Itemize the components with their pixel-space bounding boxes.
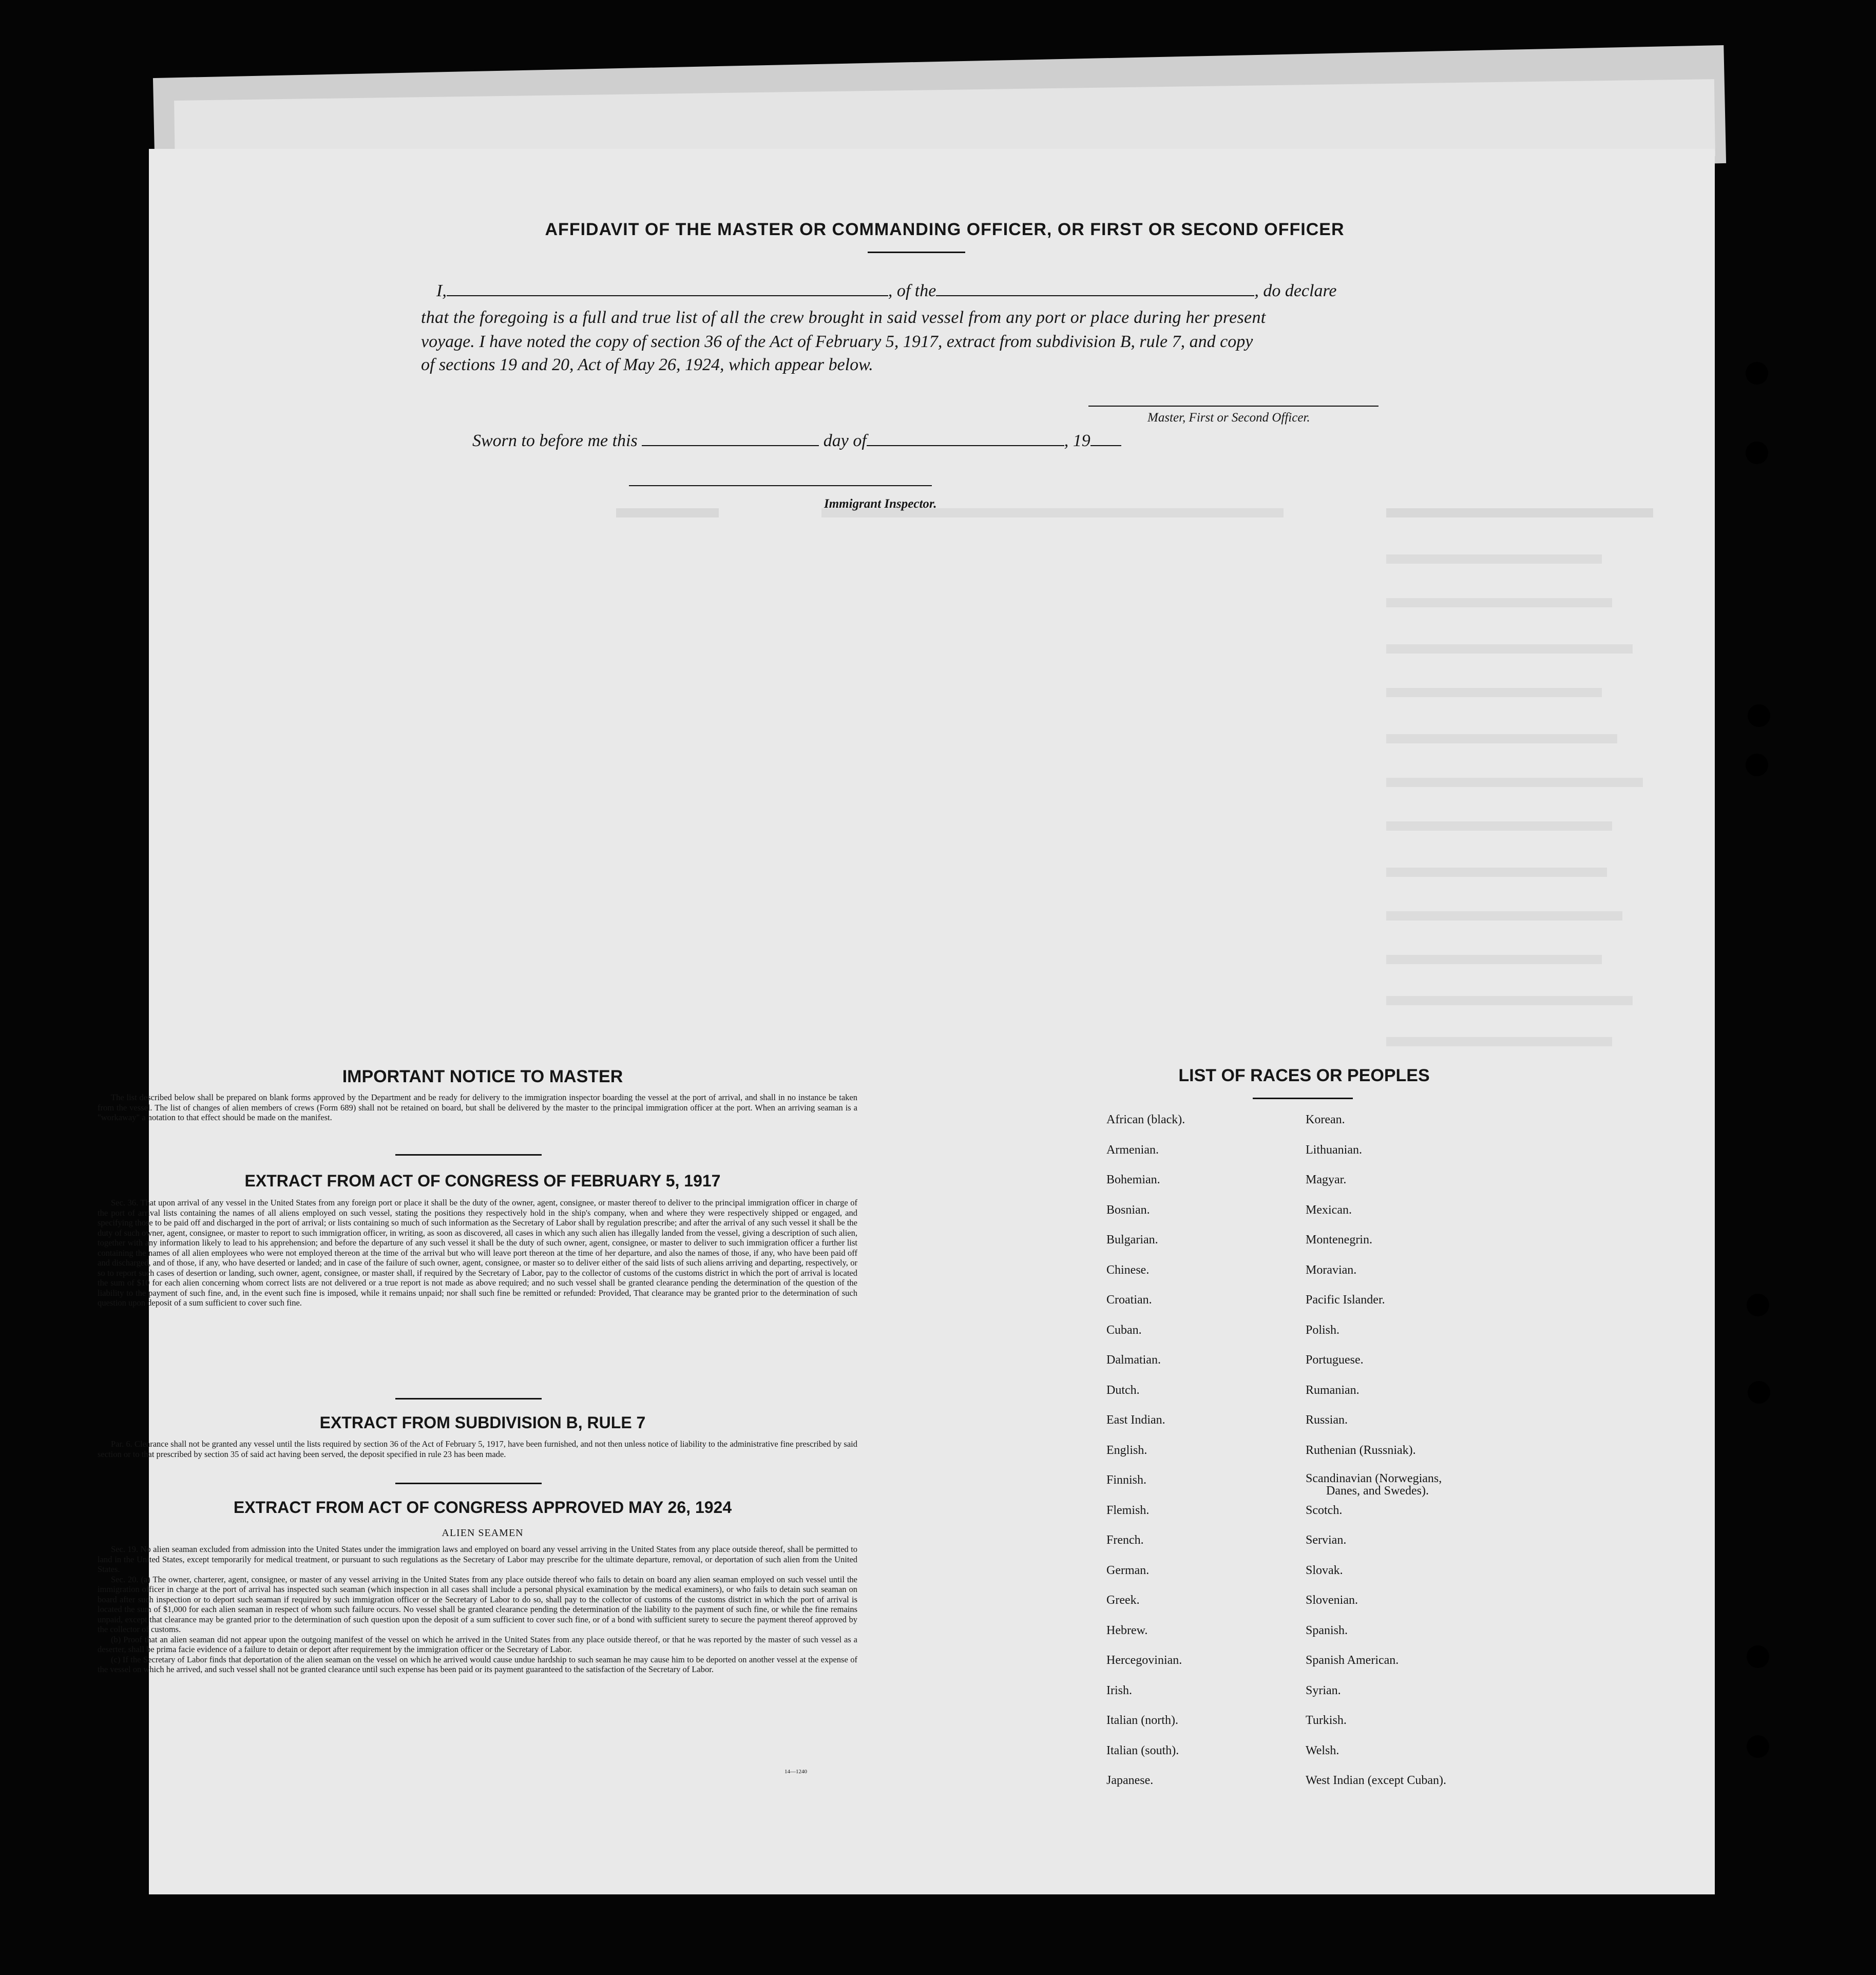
race-item: Bohemian. (1106, 1173, 1160, 1186)
race-item: Magyar. (1306, 1173, 1347, 1186)
extract-1917-title: EXTRACT FROM ACT OF CONGRESS OF FEBRUARY 5, 1917 (244, 1172, 721, 1190)
sworn-month-blank[interactable] (867, 445, 1064, 446)
race-item: English. (1106, 1443, 1147, 1457)
race-item-line: Scandinavian (Norwegians, (1306, 1472, 1442, 1485)
race-item: Japanese. (1106, 1774, 1154, 1787)
affidavit-line-4: of sections 19 and 20, Act of May 26, 1924, which appear below. (421, 355, 873, 374)
binder-hole (1748, 704, 1770, 727)
race-item: Rumanian. (1306, 1383, 1360, 1397)
extract-1917-text (98, 1198, 857, 1308)
affidavit-line-1 (421, 281, 1412, 301)
alien-seamen-subtitle: ALIEN SEAMEN (442, 1527, 524, 1539)
notice-title: IMPORTANT NOTICE TO MASTER (342, 1067, 623, 1086)
sec-20b-paragraph: (b) Proof that an alien seaman did not appear upon the outgoing manifest of the vessel on which he arrived in the United States from any place outside thereof, or that he was reported by the master of such vessel as a deserter, shall be prima facie evidence of a failure to detain or deport after requirement by the immigration officer or the Secretary of Labor. (98, 1634, 857, 1654)
affidavit-of-the: , of the (888, 281, 936, 300)
form-number: 14—1240 (784, 1769, 807, 1775)
sworn-line (472, 431, 1463, 451)
races-right-column (1306, 1112, 1446, 1803)
master-signature-line[interactable] (1088, 406, 1379, 407)
notice-paragraph: The list described below shall be prepared on blank forms approved by the Department and be ready for delivery to the immigration inspector boarding the vessel at the port of arrival, and shall in no instance be taken from the vessel. The list of changes of alien members of crews (Form 689) shall not be retained on board, but shall be delivered by the master to the principal immigration officer at the port. When an arriving seaman is a "workaway" a notation to that effect should be made on the manifest. (98, 1092, 857, 1122)
affidavit-declare: , do declare (1254, 281, 1337, 300)
divider (395, 1398, 542, 1399)
sworn-day-blank[interactable] (642, 445, 819, 446)
sworn-text: Sworn to before me this (472, 431, 638, 450)
race-item: Cuban. (1106, 1323, 1142, 1337)
race-item: Dalmatian. (1106, 1353, 1161, 1367)
extract-rule7-text (98, 1439, 857, 1459)
affidavit-title: AFFIDAVIT OF THE MASTER OR COMMANDING OFFICER, OR FIRST OR SECOND OFFICER (545, 220, 1345, 239)
race-item: Welsh. (1306, 1743, 1339, 1757)
divider (1253, 1098, 1353, 1099)
extract-1924-title: EXTRACT FROM ACT OF CONGRESS APPROVED MAY 26, 1924 (233, 1498, 732, 1517)
inspector-signature-line[interactable] (629, 485, 932, 486)
race-item: Dutch. (1106, 1383, 1140, 1397)
race-item: Spanish. (1306, 1623, 1348, 1637)
race-item: Slovak. (1306, 1563, 1343, 1577)
race-item: African (black). (1106, 1113, 1185, 1126)
year-text: , 19 (1064, 431, 1090, 450)
races-left-column (1106, 1112, 1185, 1803)
race-item: East Indian. (1106, 1413, 1165, 1427)
race-item: Spanish American. (1306, 1654, 1399, 1667)
sec-19-paragraph: Sec. 19. No alien seaman excluded from admission into the United States under the immigration laws and employed on board any vessel arriving in the United States from any place outside thereof, shall be permitted to land in the United States, except temporarily for medical treatment, or pursuant to such regulations as the Secretary of Labor may prescribe for the ultimate departure, removal, or deportation of such alien from the United States. (98, 1544, 857, 1574)
race-item: Hebrew. (1106, 1623, 1148, 1637)
sec-20c-paragraph: (c) If the Secretary of Labor finds that deportation of the alien seaman on the vessel on which he arrived would cause undue hardship to such seaman he may cause him to be deported on another vessel at the expense of the vessel on which he arrived, and such vessel shall not be granted clearance until such expense has been paid or its payment guaranteed to the satisfaction of the Secretary of Labor. (98, 1654, 857, 1674)
inspector-signature-label: Immigrant Inspector. (824, 497, 937, 511)
race-item: Croatian. (1106, 1293, 1152, 1307)
sworn-year-blank[interactable] (1090, 445, 1121, 446)
notice-text (98, 1092, 857, 1123)
race-item: Montenegrin. (1306, 1233, 1372, 1247)
race-item: Scotch. (1306, 1503, 1343, 1517)
race-item: Moravian. (1306, 1263, 1357, 1277)
race-item: Italian (south). (1106, 1743, 1179, 1757)
name-blank[interactable] (447, 295, 888, 296)
race-item: Russian. (1306, 1413, 1348, 1427)
binder-hole (1747, 1735, 1769, 1758)
race-item: Syrian. (1306, 1683, 1341, 1697)
affidavit-line-2: that the foregoing is a full and true list of all the crew brought in said vessel from any port or place during her present (421, 308, 1266, 327)
vessel-blank[interactable] (936, 295, 1254, 296)
race-item: Bosnian. (1106, 1203, 1150, 1217)
race-item (1306, 1472, 1446, 1503)
day-of-text: day of (823, 431, 867, 450)
race-item: German. (1106, 1563, 1150, 1577)
binder-hole (1748, 1381, 1770, 1404)
divider (868, 252, 965, 253)
binder-hole (1746, 442, 1768, 464)
binder-hole (1747, 1294, 1769, 1316)
par-6-paragraph: Par. 6. Clearance shall not be granted any vessel until the lists required by section 36 of the Act of February 5, 1917, have been furnished, and not then unless notice of liability to the administrative fine prescribed by said section or to that prescribed by section 35 of said act having been served, the deposit specified in rule 23 has been made. (98, 1439, 857, 1459)
race-item: Bulgarian. (1106, 1233, 1158, 1247)
races-title: LIST OF RACES OR PEOPLES (1178, 1066, 1430, 1085)
race-item: Hercegovinian. (1106, 1654, 1182, 1667)
race-item: Italian (north). (1106, 1714, 1178, 1727)
race-item: Ruthenian (Russniak). (1306, 1443, 1416, 1457)
race-item: Flemish. (1106, 1503, 1150, 1517)
divider (395, 1483, 542, 1484)
race-item: Irish. (1106, 1683, 1132, 1697)
race-item: Finnish. (1106, 1473, 1147, 1487)
extract-rule7-title: EXTRACT FROM SUBDIVISION B, RULE 7 (319, 1413, 646, 1432)
race-item: West Indian (except Cuban). (1306, 1774, 1446, 1787)
race-item: Chinese. (1106, 1263, 1150, 1277)
race-item: Greek. (1106, 1594, 1140, 1607)
race-item: Turkish. (1306, 1714, 1347, 1727)
sec-36-paragraph: Sec. 36. That upon arrival of any vessel in the United States from any foreign port or place it shall be the duty of the owner, agent, consignee, or master thereof to deliver to the principal immigration officer in charge of the port of arrival lists containing the names of all aliens employed on such vessel, stating the positions they respectively hold in the ship's company, when and where they were respectively shipped or engaged, and specifying those to be paid off and discharged in the port of arrival; or lists containing so much of such information as the Secretary of Labor shall by regulation prescribe; and after the arrival of any such vessel it shall be the duty of such owner, agent, consignee, or master to report to such immigration officer, in writing, as soon as discovered, all cases in which any such alien has illegally landed from the vessel, giving a description of such alien, together with any information likely to lead to his apprehension; and before the departure of any such vessel it shall be the duty of such owner, agent, consignee, or master to deliver to such immigration officer a further list containing the names of all alien employees who were not employed thereon at the time of the arrival but who will leave port thereon at the time of her departure, and also the names of those, if any, who have been paid off and discharged, and of those, if any, who have deserted or landed; and in case of the failure of such owner, agent, consignee, or master so to deliver either of the said lists of such aliens arriving and departing, respectively, or so to report such cases of desertion or landing, such owner, agent, consignee, or master shall, if required by the Secretary of Labor, pay to the collector of customs of the customs district in which the port of arrival is located the sum of $10 for each alien concerning whom correct lists are not delivered or a true report is not made as above required; and no such vessel shall be granted clearance pending the determination of the question of the liability to the payment of such fine, and, in the event such fine is imposed, while it remains unpaid; nor shall such fine be remitted or refunded: Provided, That clearance may be granted prior to the determination of such question upon deposit of a sum sufficient to cover such fine. (98, 1198, 857, 1308)
affidavit-line-3: voyage. I have noted the copy of section 36 of the Act of February 5, 1917, extract from subdivision B, rule 7, and copy (421, 332, 1253, 351)
race-item: Korean. (1306, 1113, 1345, 1126)
race-item: Pacific Islander. (1306, 1293, 1385, 1307)
master-signature-label: Master, First or Second Officer. (1147, 411, 1310, 425)
race-item: Lithuanian. (1306, 1143, 1362, 1157)
extract-1924-text (98, 1544, 857, 1675)
binder-hole (1746, 754, 1768, 776)
affidavit-i: I, (436, 281, 447, 300)
race-item: Servian. (1306, 1533, 1347, 1547)
binder-hole (1746, 362, 1768, 385)
sec-20a-paragraph: Sec. 20. (a) The owner, charterer, agent, consignee, or master of any vessel arriving in the United States from any place outside thereof who fails to detain on board any alien seaman employed on such vessel until the immigration officer in charge at the port of arrival has inspected such seaman (which inspection in all cases shall include a personal physical examination by the medical examiners), or who fails to detain such seaman on board after such inspection or to deport such seaman if required by such immigration officer or the Secretary of Labor to do so, shall pay to the collector of customs of the customs district in which the port of arrival is located the sum of $1,000 for each alien seaman in respect of whom such failure occurs. No vessel shall be granted clearance pending the determination of the liability to the payment of such fine, or while the fine remains unpaid, except that clearance may be granted prior to the determination of such question upon the deposit of a sum sufficient to cover such fine, or of a bond with sufficient surety to secure the payment thereof approved by the collector of customs. (98, 1574, 857, 1634)
race-item: Armenian. (1106, 1143, 1159, 1157)
race-item: Portuguese. (1306, 1353, 1364, 1367)
race-item: Slovenian. (1306, 1594, 1358, 1607)
race-item: Polish. (1306, 1323, 1340, 1337)
race-item: Mexican. (1306, 1203, 1352, 1217)
race-item-line: Danes, and Swedes). (1326, 1484, 1429, 1498)
binder-hole (1747, 1645, 1769, 1668)
divider (395, 1154, 542, 1156)
race-item: French. (1106, 1533, 1144, 1547)
